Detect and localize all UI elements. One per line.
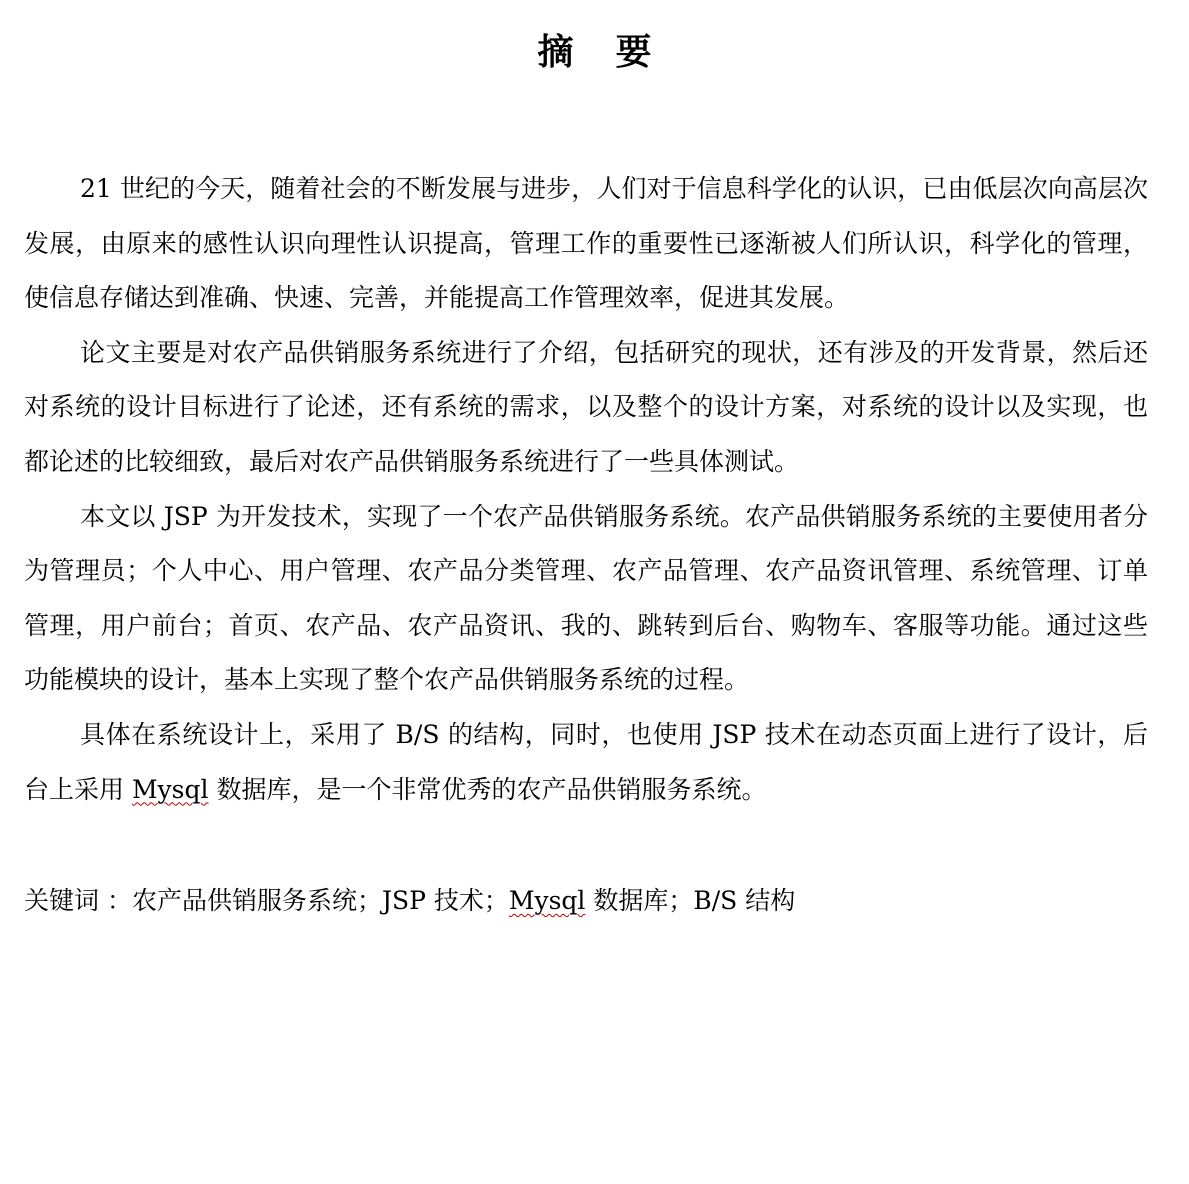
keywords-mysql-spellcheck-word: Mysql <box>508 886 586 915</box>
keywords-label: 关键词 ： <box>24 886 132 915</box>
abstract-body <box>24 162 1148 817</box>
mysql-spellcheck-word: Mysql <box>131 774 209 804</box>
paragraph-4-text-start: 具体在系统设计上，采用了 B/S 的结构，同时，也使用 JSP 技术在动态页面上进行了设计，后台上采用 <box>24 719 1148 804</box>
title-char-1: 摘 <box>537 31 574 73</box>
keywords-line <box>24 874 1148 928</box>
abstract-paragraph-2: 论文主要是对农产品供销服务系统进行了介绍，包括研究的现状，还有涉及的开发背景，然后还对系统的设计目标进行了论述，还有系统的需求，以及整个的设计方案，对系统的设计以及实现，也都论述的比较细致，最后对农产品供销服务系统进行了一些具体测试。 <box>24 337 1148 476</box>
abstract-paragraph-4 <box>24 708 1148 817</box>
keywords-text-start: 农产品供销服务系统；JSP 技术； <box>131 886 509 915</box>
page-title <box>0 26 1189 78</box>
abstract-paragraph-3: 本文以 JSP 为开发技术，实现了一个农产品供销服务系统。农产品供销服务系统的主要使用者分为管理员；个人中心、用户管理、农产品分类管理、农产品管理、农产品资讯管理、系统管理、订单管理，用户前台；首页、农产品、农产品资讯、我的、跳转到后台、购物车、客服等功能。通过这些功能模块的设计，基本上实现了整个农产品供销服务系统的过程。 <box>24 501 1148 695</box>
keywords-text-end: 数据库；B/S 结构 <box>585 886 796 915</box>
title-char-2: 要 <box>615 31 652 73</box>
abstract-paragraph-1: 21 世纪的今天，随着社会的不断发展与进步，人们对于信息科学化的认识，已由低层次向高层次发展，由原来的感性认识向理性认识提高，管理工作的重要性已逐渐被人们所认识，科学化的管理，使信息存储达到准确、快速、完善，并能提高工作管理效率，促进其发展。 <box>24 174 1148 313</box>
paragraph-4-text-end: 数据库，是一个非常优秀的农产品供销服务系统。 <box>208 774 767 804</box>
